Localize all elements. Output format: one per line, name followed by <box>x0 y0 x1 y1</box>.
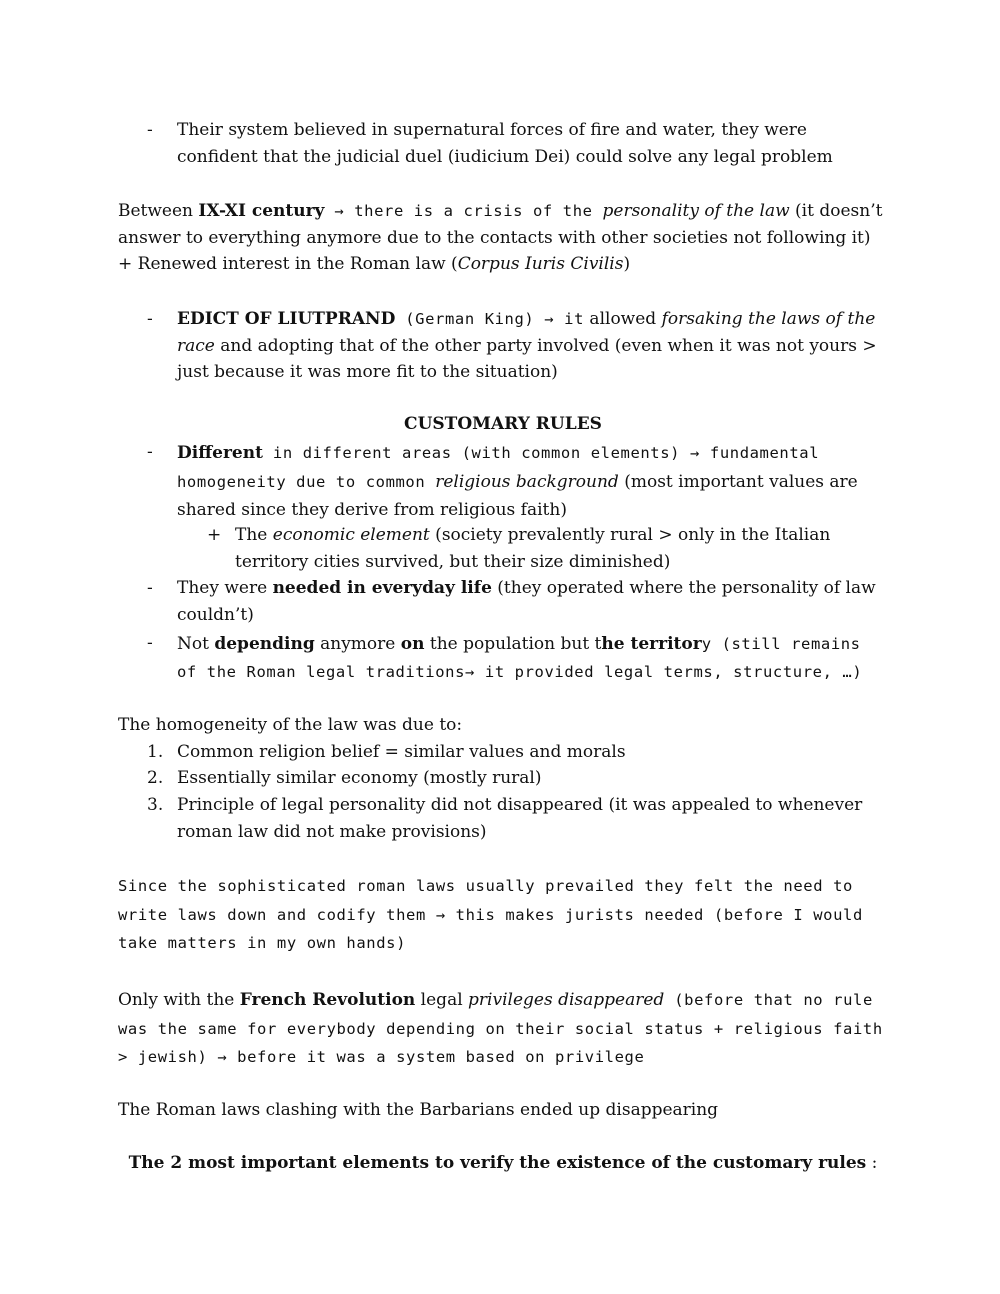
bullet-dash: - <box>147 309 153 329</box>
paragraph-territory: Not depending anymore on the population but the territory (still remains of the Roman legal traditions→ it provided legal terms, structure, …) <box>177 634 863 681</box>
paragraph-crisis: Between IX-XI century → there is a crisis of the personality of the law (it doesn’t answer to everything anymore due to the contacts with other societies not following it) + Renewed interest in the Roman law (Corpus Iuris Civilis) <box>118 201 883 274</box>
paragraph-edict-liutprand: EDICT OF LIUTPRAND (German King) → it allowed forsaking the laws of the race and adopting that of the other party involved (even when it was not yours > just because it was more fit to the situation) <box>177 309 877 382</box>
list-number: 2. <box>147 768 164 788</box>
paragraph-judicial-duel: Their system believed in supernatural forces of fire and water, they were confident that the judicial duel (iudicium Dei) could solve any legal problem <box>177 120 833 167</box>
list-number: 1. <box>147 742 164 762</box>
bullet-dash: - <box>147 578 153 598</box>
paragraph-homogeneity-intro: The homogeneity of the law was due to: <box>118 715 463 735</box>
paragraph-two-elements: The 2 most important elements to verify the existence of the customary rules : <box>128 1153 878 1173</box>
list-item: Principle of legal personality did not disappeared (it was appealed to whenever roman law did not make provisions) <box>177 795 863 842</box>
heading-customary-rules: CUSTOMARY RULES <box>404 414 602 434</box>
paragraph-everyday-life: They were needed in everyday life (they operated where the personality of law couldn’t) <box>177 578 876 625</box>
list-item: Common religion belief = similar values and morals <box>177 742 626 762</box>
bullet-dash: - <box>147 442 153 462</box>
paragraph-different-areas: Different in different areas (with common elements) → fundamental homogeneity due to common religious background (most important values are shared since they derive from religious faith) <box>177 443 858 520</box>
list-number: 3. <box>147 795 164 815</box>
bullet-dash: - <box>147 633 153 653</box>
paragraph-economic-element: The economic element (society prevalently rural > only in the Italian territory cities survived, but their size diminished) <box>235 525 831 572</box>
bullet-plus: + <box>207 525 222 545</box>
paragraph-sophisticated-roman-laws: Since the sophisticated roman laws usually prevailed they felt the need to write laws down and codify them → this makes jurists needed (before I would take matters in my own hands) <box>118 877 863 952</box>
paragraph-roman-laws-clashing: The Roman laws clashing with the Barbarians ended up disappearing <box>118 1100 719 1120</box>
list-item: Essentially similar economy (mostly rural) <box>177 768 542 788</box>
bullet-dash: - <box>147 120 153 140</box>
paragraph-french-revolution: Only with the French Revolution legal privileges disappeared (before that no rule was the same for everybody depending on their social status + religious faith > jewish) → before it was a system based on privilege <box>118 990 883 1066</box>
